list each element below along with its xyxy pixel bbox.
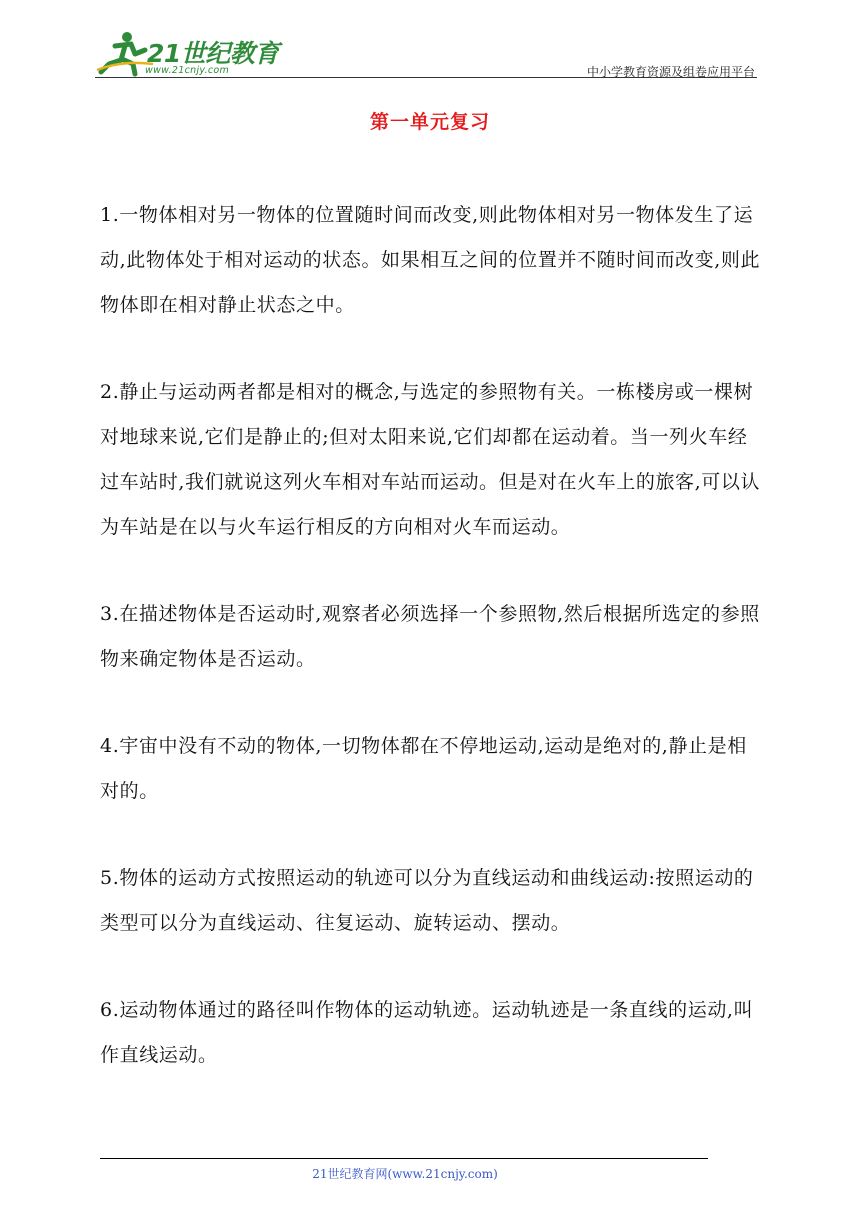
paragraph-3: 3.在描述物体是否运动时,观察者必须选择一个参照物,然后根据所选定的参照物来确定物体是否运动。 <box>100 603 760 670</box>
site-logo[interactable] <box>95 30 295 78</box>
paragraph-1: 1.一物体相对另一物体的位置随时间而改变,则此物体相对另一物体发生了运动,此物体处于相对运动的状态。如果相互之间的位置并不随时间而改变,则此物体即在相对静止状态之中。 <box>100 204 761 316</box>
footer-link[interactable]: 21世纪教育网(www.21cnjy.com) <box>312 1167 498 1181</box>
header-tagline: 中小学教育资源及组卷应用平台 <box>586 65 755 79</box>
paragraph-6: 6.运动物体通过的路径叫作物体的运动轨迹。运动轨迹是一条直线的运动,叫作直线运动。 <box>100 999 754 1066</box>
header-divider <box>95 77 757 78</box>
page-title: 第一单元复习 <box>369 111 490 133</box>
paragraph-4: 4.宇宙中没有不动的物体,一切物体都在不停地运动,运动是绝对的,静止是相对的。 <box>100 735 747 802</box>
document-body <box>100 193 764 1120</box>
footer-divider <box>100 1158 708 1159</box>
logo-text: 21世纪教育 <box>147 39 279 68</box>
paragraph-2: 2.静止与运动两者都是相对的概念,与选定的参照物有关。一栋楼房或一棵树对地球来说,它们是静止的;但对太阳来说,它们却都在运动着。当一列火车经过车站时,我们就说这列火车相对车站而运动。但是对在火车上的旅客,可以认为车站是在以与火车运行相反的方向相对火车而运动。 <box>100 381 761 538</box>
logo-url: www.21cnjy.com <box>145 65 230 76</box>
page-header <box>95 30 757 80</box>
paragraph-5: 5.物体的运动方式按照运动的轨迹可以分为直线运动和曲线运动:按照运动的类型可以分为直线运动、往复运动、旋转运动、摆动。 <box>100 867 754 934</box>
